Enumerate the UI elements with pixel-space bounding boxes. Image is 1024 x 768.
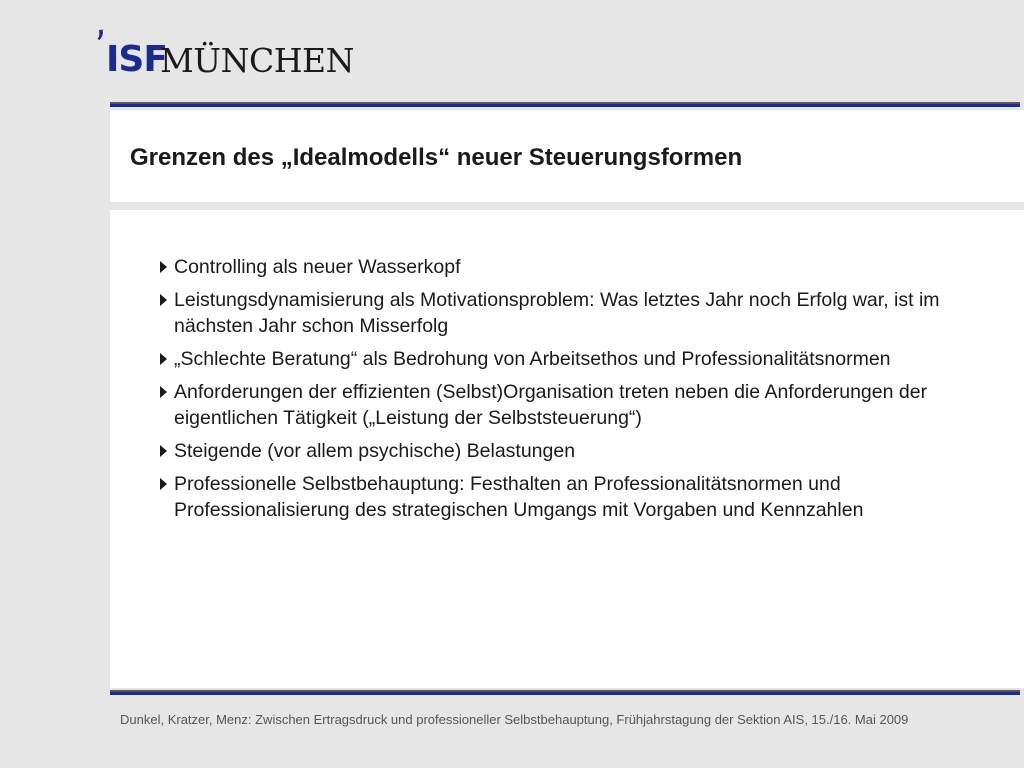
footer-citation: Dunkel, Kratzer, Menz: Zwischen Ertragsdruck und professioneller Selbstbehauptung, Frühjahrstagung der Sektion AIS, 15./16. Mai 2009 — [120, 712, 909, 727]
logo-city-text: MÜNCHEN — [160, 41, 354, 80]
logo-isf-text: ISF — [106, 39, 167, 80]
bullet-item — [158, 471, 998, 523]
bullet-item — [158, 346, 998, 372]
bullet-item — [158, 287, 998, 339]
logo-mark: ’ — [92, 22, 113, 70]
content-area — [110, 210, 1024, 688]
bullet-item — [158, 379, 998, 431]
bullet-arrow-icon — [160, 353, 167, 365]
bullet-list — [158, 254, 998, 530]
bullet-arrow-icon — [160, 478, 167, 490]
bullet-text: Professionelle Selbstbehauptung: Festhalten an Professionalitätsnormen und Professionalisierung des strategischen Umgangs mit Vorgaben und Kennzahlen — [174, 473, 864, 521]
bullet-text: Anforderungen der effizienten (Selbst)Organisation treten neben die Anforderungen der eigentlichen Tätigkeit („Leistung der Selbststeuerung“) — [174, 381, 928, 429]
bullet-arrow-icon — [160, 261, 167, 273]
slide-title: Grenzen des „Idealmodells“ neuer Steuerungsformen — [130, 144, 743, 171]
bullet-item — [158, 438, 998, 464]
bullet-item — [158, 254, 998, 280]
bullet-arrow-icon — [160, 294, 167, 306]
bullet-text: „Schlechte Beratung“ als Bedrohung von Arbeitsethos und Professionalitätsnormen — [174, 348, 891, 370]
bullet-arrow-icon — [160, 386, 167, 398]
header-divider — [110, 104, 1020, 107]
bullet-arrow-icon — [160, 445, 167, 457]
footer-divider — [110, 692, 1020, 695]
bullet-text: Leistungsdynamisierung als Motivationsproblem: Was letztes Jahr noch Erfolg war, ist im nächsten Jahr schon Misserfolg — [174, 289, 940, 337]
bullet-text: Steigende (vor allem psychische) Belastungen — [174, 440, 576, 462]
title-band — [110, 110, 1024, 202]
bullet-text: Controlling als neuer Wasserkopf — [174, 256, 461, 278]
